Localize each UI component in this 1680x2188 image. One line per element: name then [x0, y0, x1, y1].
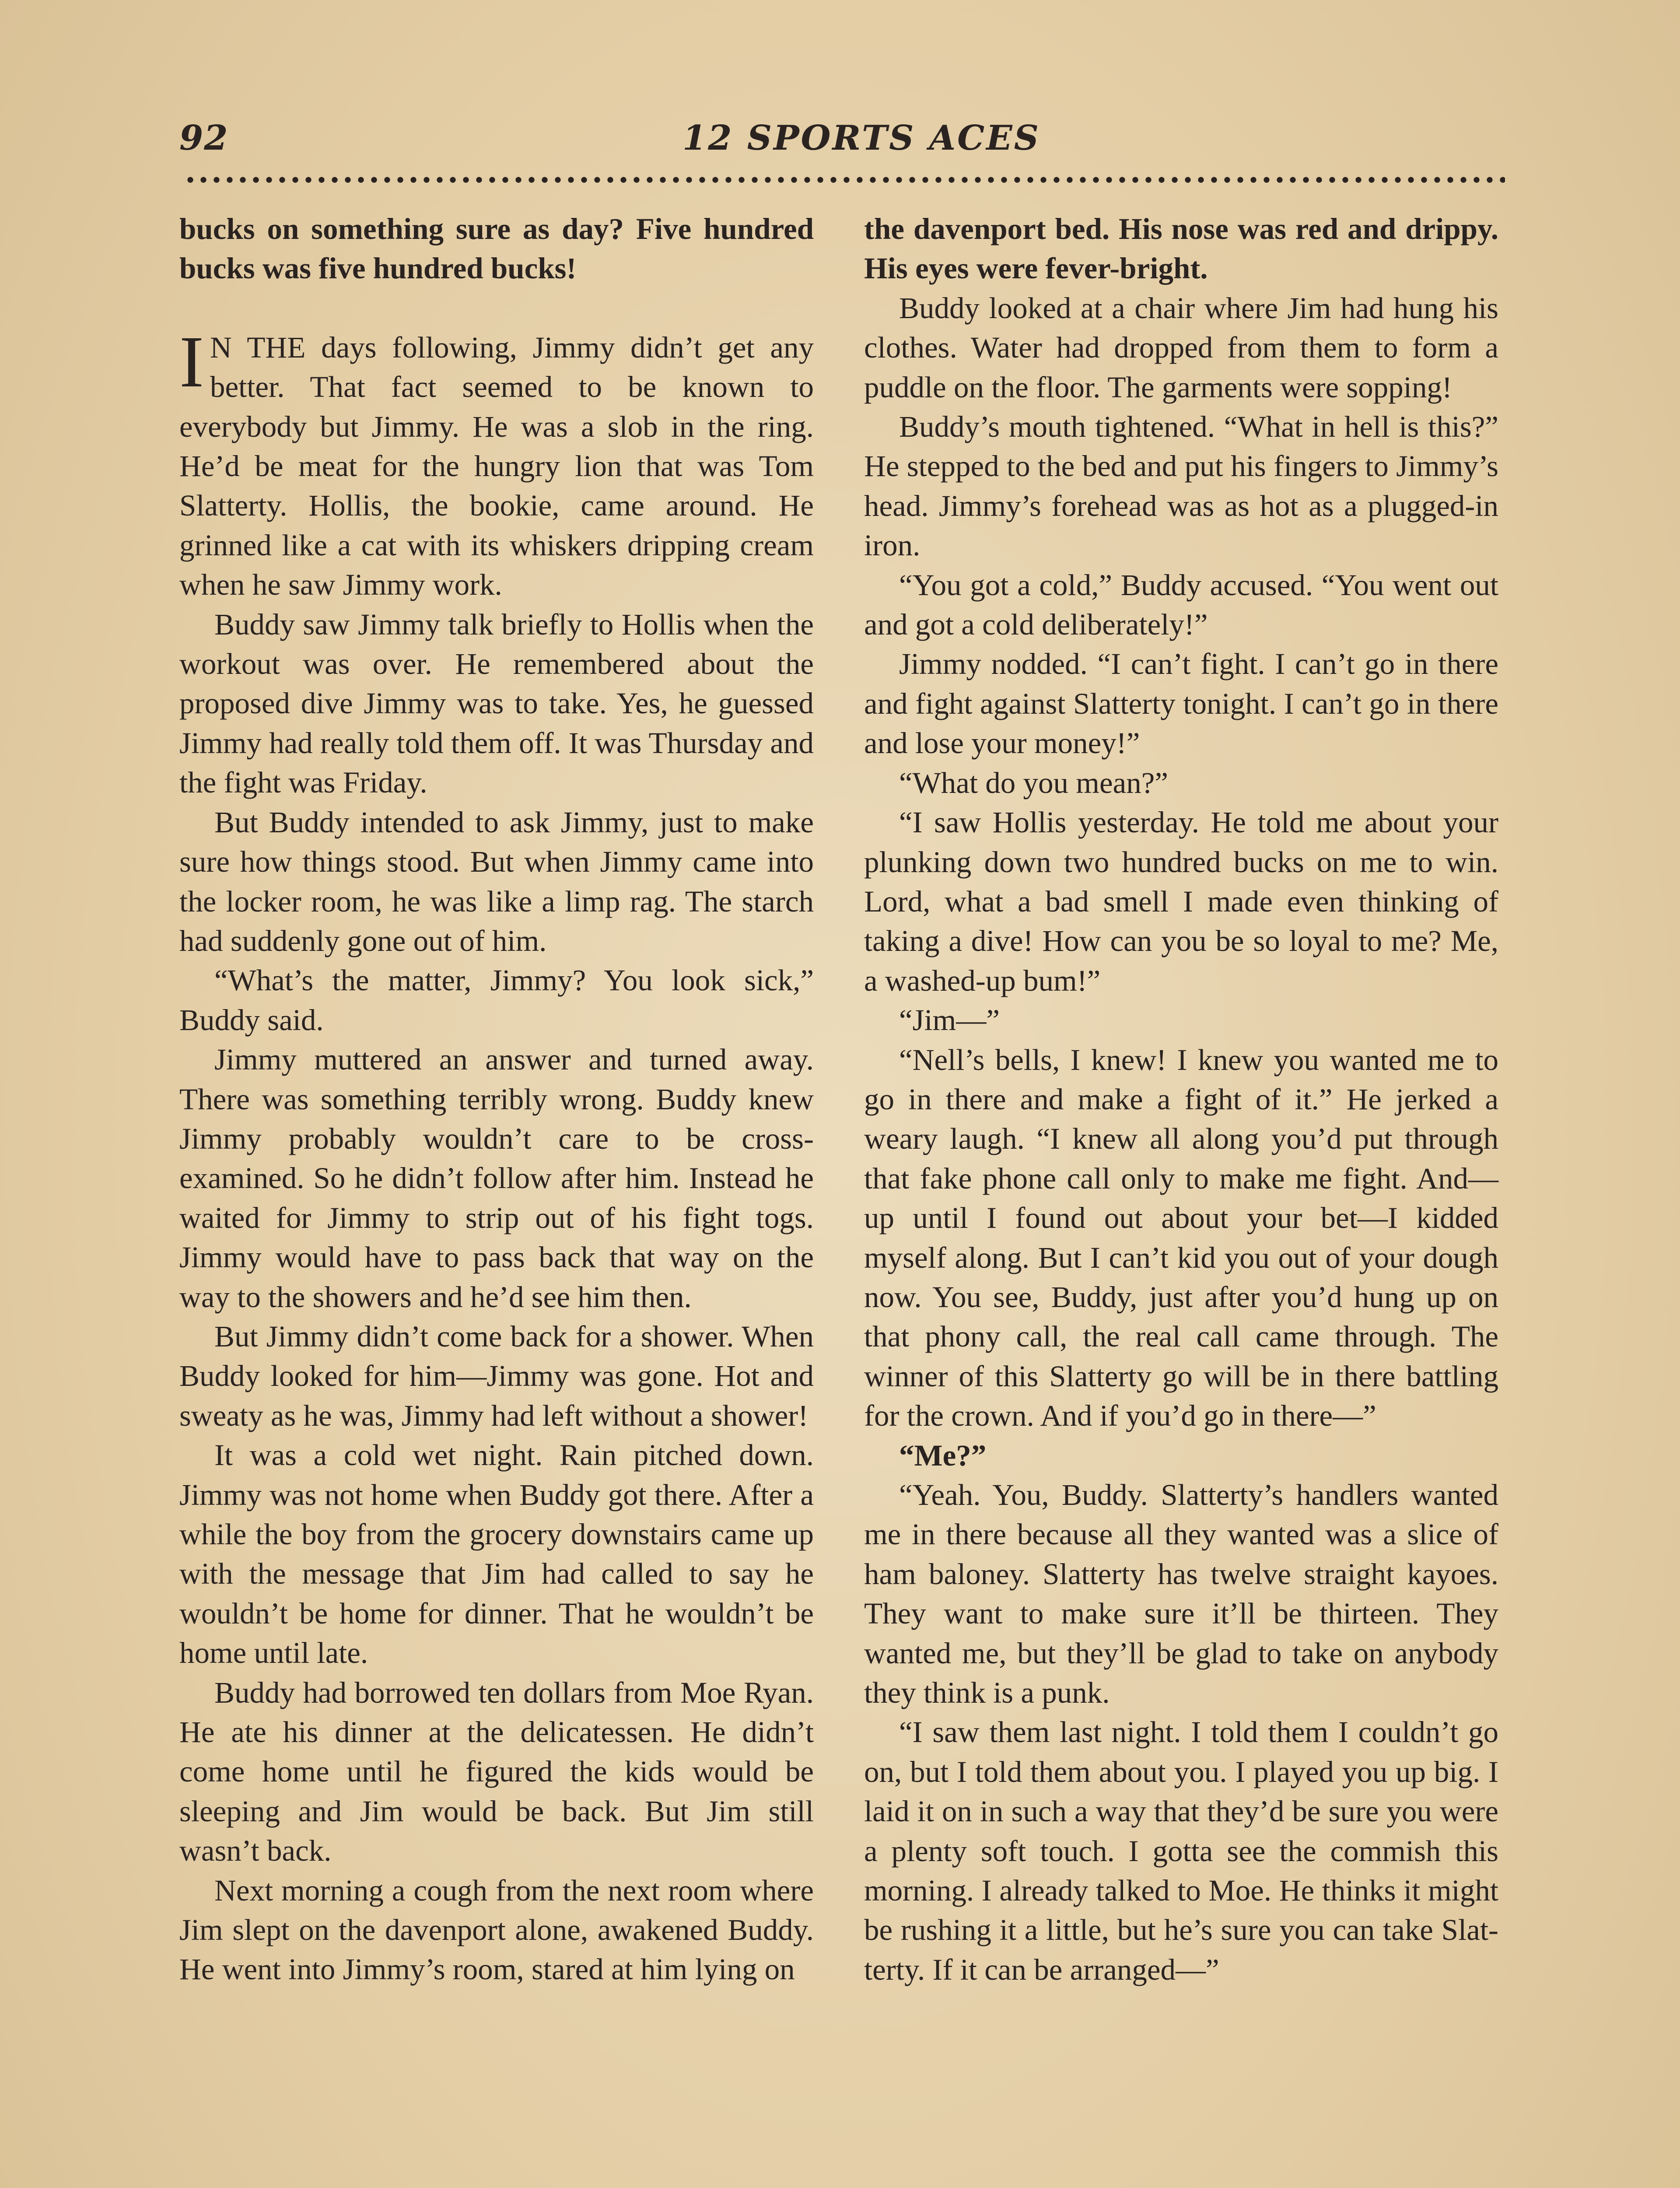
paragraph: Buddy looked at a chair where Jim had hung his clothes. Water had dropped from them to form a puddle on the floor. The garments were sopping! — [864, 291, 1498, 404]
paragraph: “What do you mean?” — [899, 766, 1168, 799]
paragraph: “What’s the matter, Jimmy? You look sick,” Buddy said. — [179, 964, 814, 1037]
paragraph: “Nell’s bells, I knew! I knew you wanted me to go in there and make a fight of it.” He jerked a weary laugh. “I knew all along you’d put through that fake phone call only to make me fight. And—up until I found out about your bet—I kidded myself along. But I can’t kid you out of your dough now. You see, Buddy, just after you’d hung up on that phony call, the real call came through. The winner of this Slatterty go will be in there battling for the crown. And if you’d go in there—” — [864, 1043, 1498, 1433]
running-title: 12 SPORTS ACES — [682, 118, 1040, 158]
left-column — [179, 209, 814, 1989]
paragraph: Buddy’s mouth tightened. “What in hell is this?” He stepped to the bed and put his fingers to Jimmy’s head. Jimmy’s forehead was as hot as a plugged-in iron. — [864, 410, 1498, 562]
paragraph-text: N THE days following, Jimmy didn’t get any better. That fact seemed to be known to everybody but Jimmy. He was a slob in the ring. He’d be meat for the hungry lion that was Tom Slatterty. Hollis, the bookie, came around. He grinned like a cat with its whiskers dripping cream when he saw Jimmy work. — [179, 330, 814, 602]
paragraph: the davenport bed. His nose was red and drippy. His eyes were fever-bright. — [864, 212, 1498, 285]
paragraph: “Me?” — [899, 1438, 987, 1472]
paragraph: bucks on something sure as day? Five hundred bucks was five hundred bucks! — [179, 212, 814, 285]
paragraph: Jimmy nodded. “I can’t fight. I can’t go in there and fight against Slatterty tonight. I can’t go in there and lose your money!” — [864, 647, 1498, 760]
section-opening-paragraph — [179, 321, 814, 605]
paragraph: “You got a cold,” Buddy accused. “You went out and got a cold deliberately!” — [864, 568, 1498, 642]
paragraph: Next morning a cough from the next room where Jim slept on the davenport alone, awakened Buddy. He went into Jimmy’s room, stared at him lying on — [179, 1873, 814, 1986]
page-number: 92 — [179, 118, 229, 158]
paragraph: Buddy saw Jimmy talk briefly to Hollis when the workout was over. He remembered about the proposed dive Jimmy was to take. Yes, he guessed Jimmy had really told them off. It was Thursday and the fight was Friday. — [179, 607, 814, 799]
paragraph: It was a cold wet night. Rain pitched down. Jimmy was not home when Buddy got there. After a while the boy from the grocery downstairs came up with the message that Jim had called to say he wouldn’t be home for dinner. That he wouldn’t be home until late. — [179, 1438, 814, 1670]
paragraph: Jimmy muttered an answer and turned away. There was something terribly wrong. Buddy knew Jimmy probably wouldn’t care to be cross-examined. So he didn’t follow after him. Instead he waited for Jimmy to strip out of his fight togs. Jimmy would have to pass back that way on the way to the showers and he’d see him then. — [179, 1043, 814, 1314]
paragraph: “I saw Hollis yesterday. He told me about your plunking down two hundred bucks on me to win. Lord, what a bad smell I made even thinking of taking a dive! How can you be so loyal to me? Me, a washed-up bum!” — [864, 806, 1498, 997]
paragraph: “Jim—” — [899, 1003, 1000, 1037]
right-column — [864, 209, 1498, 1989]
drop-initial: I — [179, 321, 204, 403]
paragraph: “I saw them last night. I told them I couldn’t go on, but I told them about you. I played you up big. I laid it on in such a way that they’d be sure you were a plenty soft touch. I gotta see the commish this morning. I already talked to Moe. He thinks it might be rushing it a little, but he’s sure you can take Slatterty. If it can be arranged—” — [864, 1715, 1498, 1986]
paragraph: But Buddy intended to ask Jimmy, just to make sure how things stood. But when Jimmy came into the locker room, he was like a limp rag. The starch had suddenly gone out of him. — [179, 805, 814, 957]
paragraph: But Jimmy didn’t come back for a shower. When Buddy looked for him—Jimmy was gone. Hot and sweaty as he was, Jimmy had left without a shower! — [179, 1319, 814, 1432]
dotted-rule — [184, 177, 1505, 183]
paragraph: “Yeah. You, Buddy. Slatterty’s handlers wanted me in there because all they wanted was a slice of ham baloney. Slatterty has twelve straight kayoes. They want to make sure it’ll be thirteen. They wanted me, but they’ll be glad to take on anybody they think is a punk. — [864, 1478, 1498, 1710]
paragraph: Buddy had borrowed ten dollars from Moe Ryan. He ate his dinner at the delicatessen. He didn’t come home until he figured the kids would be sleeping and Jim would be back. But Jim still wasn’t back. — [179, 1676, 814, 1868]
